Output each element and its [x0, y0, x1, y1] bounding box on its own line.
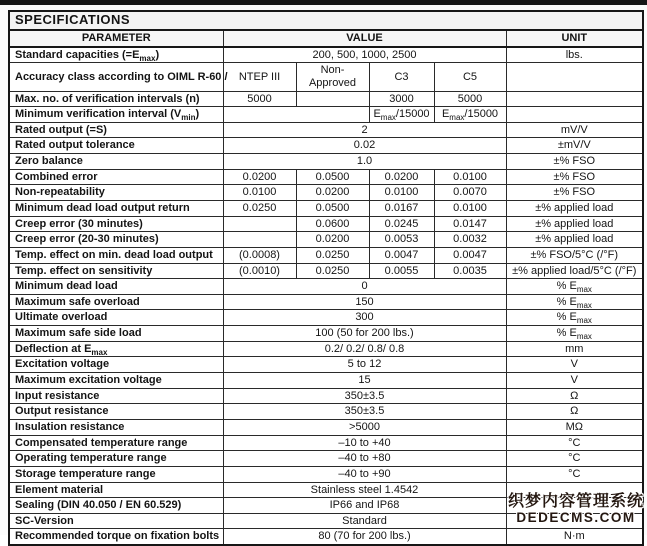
table-row — [9, 466, 643, 482]
value-cell: 200, 500, 1000, 2500 — [223, 47, 506, 63]
parameter-cell: Maximum safe side load — [9, 326, 223, 342]
unit-cell: °C — [506, 466, 643, 482]
value-cell: (0.0008) — [223, 247, 296, 263]
value-cell: 0.02 — [223, 138, 506, 154]
value-cell: 15 — [223, 373, 506, 389]
parameter-cell: Sealing (DIN 40.050 / EN 60.529) — [9, 498, 223, 514]
table-row — [9, 435, 643, 451]
value-cell: 300 — [223, 310, 506, 326]
unit-cell — [506, 63, 643, 91]
value-cell: Stainless steel 1.4542 — [223, 482, 506, 498]
value-cell: 0.0250 — [296, 263, 369, 279]
value-cell: C5 — [434, 63, 506, 91]
parameter-cell: Element material — [9, 482, 223, 498]
parameter-cell: Rated output (=S) — [9, 122, 223, 138]
unit-cell: % $E_{max}$ — [506, 294, 643, 310]
value-cell: 0.0245 — [369, 216, 434, 232]
column-header-unit: UNIT — [506, 30, 643, 47]
table-title: SPECIFICATIONS — [9, 11, 643, 30]
unit-cell: Ω — [506, 388, 643, 404]
unit-cell: ±% FSO — [506, 169, 643, 185]
value-cell: 0.0250 — [296, 247, 369, 263]
parameter-cell: Ultimate overload — [9, 310, 223, 326]
parameter-cell: Storage temperature range — [9, 466, 223, 482]
value-cell: 0.0032 — [434, 232, 506, 248]
value-cell: IP66 and IP68 — [223, 498, 506, 514]
table-row — [9, 310, 643, 326]
unit-cell: °C — [506, 451, 643, 467]
table-row — [9, 185, 643, 201]
table-row — [9, 294, 643, 310]
unit-cell: ±% applied load — [506, 200, 643, 216]
unit-cell: °C — [506, 435, 643, 451]
value-cell: 0.0167 — [369, 200, 434, 216]
value-cell: 150 — [223, 294, 506, 310]
value-cell: 3000 — [369, 91, 434, 107]
table-row — [9, 91, 643, 107]
parameter-cell: Recommended torque on fixation bolts — [9, 529, 223, 545]
parameter-cell: Output resistance — [9, 404, 223, 420]
watermark-dedecms-text: DEDECMS.COM — [516, 510, 636, 525]
value-cell: –10 to +40 — [223, 435, 506, 451]
unit-cell: N·m — [506, 529, 643, 545]
parameter-cell: Zero balance — [9, 154, 223, 170]
value-cell: 0.0200 — [369, 169, 434, 185]
value-cell: 0.0053 — [369, 232, 434, 248]
parameter-cell: Minimum dead load output return — [9, 200, 223, 216]
value-cell: 0.0147 — [434, 216, 506, 232]
unit-cell: % $E_{max}$ — [506, 279, 643, 295]
table-title-row — [9, 11, 643, 30]
unit-cell: ±mV/V — [506, 138, 643, 154]
unit-cell: ±% applied load/5°C (/°F) — [506, 263, 643, 279]
table-row — [9, 263, 643, 279]
column-header-value: VALUE — [223, 30, 506, 47]
parameter-cell: Minimum dead load — [9, 279, 223, 295]
table-row — [9, 47, 643, 63]
value-cell: Non-Approved — [296, 63, 369, 91]
unit-cell: mm — [506, 341, 643, 357]
unit-cell: V — [506, 357, 643, 373]
table-row — [9, 388, 643, 404]
table-row — [9, 451, 643, 467]
value-cell: 0.0200 — [223, 169, 296, 185]
unit-cell: ±% FSO — [506, 154, 643, 170]
value-cell: $E_{max}/15000$ — [369, 107, 434, 123]
value-cell: 2 — [223, 122, 506, 138]
table-row — [9, 326, 643, 342]
value-cell: 0.0200 — [296, 185, 369, 201]
parameter-cell: Excitation voltage — [9, 357, 223, 373]
value-cell: 0.2/ 0.2/ 0.8/ 0.8 — [223, 341, 506, 357]
value-cell: –40 to +90 — [223, 466, 506, 482]
watermark — [508, 494, 644, 525]
value-cell: $E_{max}/15000$ — [434, 107, 506, 123]
table-row — [9, 63, 643, 91]
value-cell: 0.0250 — [223, 200, 296, 216]
unit-cell: MΩ — [506, 419, 643, 435]
value-cell: 1.0 — [223, 154, 506, 170]
table-row — [9, 279, 643, 295]
unit-cell: ±% applied load — [506, 232, 643, 248]
value-cell: 0.0200 — [296, 232, 369, 248]
value-cell: 0.0047 — [434, 247, 506, 263]
table-row — [9, 419, 643, 435]
table-row — [9, 107, 643, 123]
value-cell: 0.0100 — [369, 185, 434, 201]
parameter-cell: Rated output tolerance — [9, 138, 223, 154]
value-cell: NTEP III — [223, 63, 296, 91]
unit-cell: % $E_{max}$ — [506, 326, 643, 342]
value-cell: 0.0055 — [369, 263, 434, 279]
unit-cell: % $E_{max}$ — [506, 310, 643, 326]
unit-cell: V — [506, 373, 643, 389]
unit-cell: Ω — [506, 404, 643, 420]
unit-cell — [506, 107, 643, 123]
value-cell: 0.0500 — [296, 200, 369, 216]
value-cell: 100 (50 for 200 lbs.) — [223, 326, 506, 342]
table-row — [9, 341, 643, 357]
unit-cell — [506, 91, 643, 107]
value-cell: 5000 — [223, 91, 296, 107]
parameter-cell: Creep error (30 minutes) — [9, 216, 223, 232]
top-divider-bar — [0, 0, 647, 5]
parameter-cell: Temp. effect on min. dead load output — [9, 247, 223, 263]
value-cell: Standard — [223, 513, 506, 529]
table-row — [9, 200, 643, 216]
value-cell: 0.0070 — [434, 185, 506, 201]
value-cell — [296, 91, 369, 107]
value-cell: 5 to 12 — [223, 357, 506, 373]
value-cell: 0 — [223, 279, 506, 295]
value-cell: 350±3.5 — [223, 388, 506, 404]
parameter-cell: Non-repeatability — [9, 185, 223, 201]
unit-cell: ±% FSO/5°C (/°F) — [506, 247, 643, 263]
parameter-cell: Temp. effect on sensitivity — [9, 263, 223, 279]
parameter-cell: Deflection at $E_{max}$ — [9, 341, 223, 357]
value-cell: C3 — [369, 63, 434, 91]
parameter-cell: Maximum excitation voltage — [9, 373, 223, 389]
value-cell: >5000 — [223, 419, 506, 435]
value-cell: 80 (70 for 200 lbs.) — [223, 529, 506, 545]
column-header-parameter: PARAMETER — [9, 30, 223, 47]
specifications-table — [8, 10, 644, 546]
value-cell: 0.0100 — [223, 185, 296, 201]
parameter-cell: Insulation resistance — [9, 419, 223, 435]
value-cell: 350±3.5 — [223, 404, 506, 420]
unit-cell: ±% FSO — [506, 185, 643, 201]
table-row — [9, 232, 643, 248]
parameter-cell: Creep error (20-30 minutes) — [9, 232, 223, 248]
value-cell: 0.0100 — [434, 200, 506, 216]
table-row — [9, 154, 643, 170]
value-cell: 0.0500 — [296, 169, 369, 185]
table-row — [9, 138, 643, 154]
table-row — [9, 247, 643, 263]
value-cell: 5000 — [434, 91, 506, 107]
table-row — [9, 373, 643, 389]
parameter-cell: Operating temperature range — [9, 451, 223, 467]
parameter-cell: Maximum safe overload — [9, 294, 223, 310]
parameter-cell: Standard capacities $(=E_{max})$ — [9, 47, 223, 63]
value-cell: 0.0047 — [369, 247, 434, 263]
table-row — [9, 122, 643, 138]
parameter-cell: Max. no. of verification intervals (n) — [9, 91, 223, 107]
value-cell — [223, 216, 296, 232]
unit-cell: lbs. — [506, 47, 643, 63]
parameter-cell: Minimum verification interval $(V_{min})$ — [9, 107, 223, 123]
table-row — [9, 529, 643, 545]
unit-cell: mV/V — [506, 122, 643, 138]
value-cell: 0.0100 — [434, 169, 506, 185]
value-cell — [223, 232, 296, 248]
table-row — [9, 169, 643, 185]
parameter-cell: Compensated temperature range — [9, 435, 223, 451]
value-cell: –40 to +80 — [223, 451, 506, 467]
value-cell: 0.0600 — [296, 216, 369, 232]
value-cell: (0.0010) — [223, 263, 296, 279]
parameter-cell: SC-Version — [9, 513, 223, 529]
watermark-chinese-text: 织梦内容管理系统 — [507, 493, 644, 510]
table-row — [9, 216, 643, 232]
value-cell: 0.0035 — [434, 263, 506, 279]
parameter-cell: Input resistance — [9, 388, 223, 404]
value-cell — [223, 107, 369, 123]
table-row — [9, 404, 643, 420]
parameter-cell: Combined error — [9, 169, 223, 185]
parameter-cell: Accuracy class according to OIML R-60 / — [9, 63, 223, 91]
unit-cell: ±% applied load — [506, 216, 643, 232]
table-header-row — [9, 30, 643, 47]
table-row — [9, 357, 643, 373]
